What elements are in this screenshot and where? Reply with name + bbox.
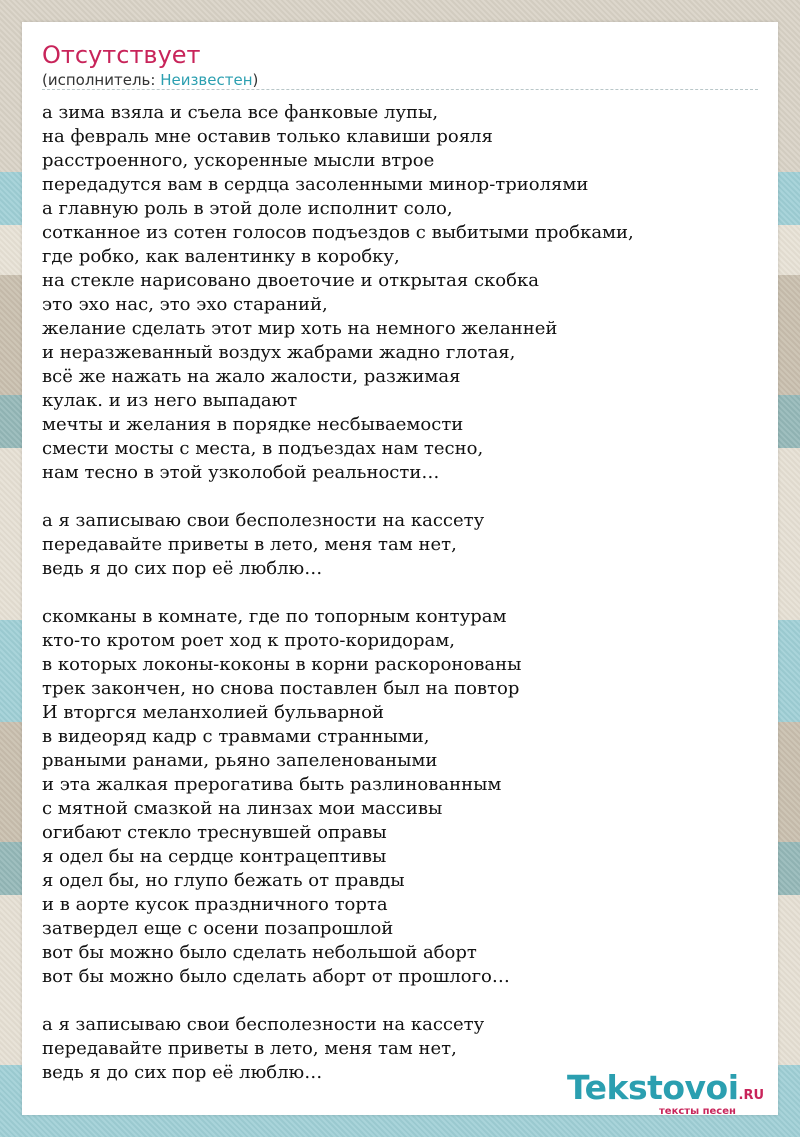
lyric-line: и в аорте кусок праздничного торта <box>42 894 388 915</box>
lyrics-card <box>22 22 778 1115</box>
lyric-line: передавайте приветы в лето, меня там нет, <box>42 534 457 555</box>
lyric-line: ведь я до сих пор её люблю… <box>42 558 323 579</box>
lyric-line: скомканы в комнате, где по топорным контурам <box>42 606 507 627</box>
lyric-line: с мятной смазкой на линзах мои массивы <box>42 798 443 819</box>
lyric-line: мечты и желания в порядке несбываемости <box>42 414 464 435</box>
lyric-line: желание сделать этот мир хоть на немного желанней <box>42 318 558 339</box>
logo-tagline: тексты песен <box>659 1106 736 1117</box>
lyric-line: нам тесно в этой узколобой реальности… <box>42 462 440 483</box>
lyric-line: на стекле нарисовано двоеточие и открытая скобка <box>42 270 539 291</box>
lyric-line: в которых локоны-коконы в корни раскоронованы <box>42 654 522 675</box>
artist-line <box>42 70 758 90</box>
song-title: Отсутствует <box>42 41 201 69</box>
lyric-line: я одел бы, но глупо бежать от правды <box>42 870 405 891</box>
lyric-line: и эта жалкая прерогатива быть разлинованным <box>42 774 502 795</box>
artist-link[interactable]: Неизвестен <box>160 71 253 89</box>
lyric-line: на февраль мне оставив только клавиши рояля <box>42 126 493 147</box>
lyric-line: всё же нажать на жало жалости, разжимая <box>42 366 461 387</box>
stanza-break <box>42 989 758 1013</box>
stanza-break <box>42 581 758 605</box>
lyric-line: передадутся вам в сердца засоленными минор-триолями <box>42 174 589 195</box>
lyric-line: огибают стекло треснувшей оправы <box>42 822 387 843</box>
site-logo[interactable] <box>567 1068 765 1117</box>
header-divider <box>42 89 758 90</box>
lyric-line: это эхо нас, это эхо стараний, <box>42 294 328 315</box>
lyric-line: и неразжеванный воздух жабрами жадно глотая, <box>42 342 516 363</box>
lyric-line: кто-то кротом роет ход к прото-коридорам, <box>42 630 455 651</box>
logo-tld: .RU <box>738 1088 765 1103</box>
song-header <box>42 40 758 90</box>
lyric-line: а я записываю свои бесполезности на кассету <box>42 510 485 531</box>
lyric-line: а главную роль в этой доле исполнит соло, <box>42 198 453 219</box>
lyrics-body <box>42 101 758 1085</box>
logo-name: Tekstovoi <box>567 1068 739 1107</box>
lyric-line: а зима взяла и съела все фанковые лупы, <box>42 102 439 123</box>
lyric-line: рваными ранами, рьяно запеленоваными <box>42 750 438 771</box>
lyric-line: смести мосты с места, в подъездах нам тесно, <box>42 438 484 459</box>
lyric-line: ведь я до сих пор её люблю… <box>42 1062 323 1083</box>
lyric-line: кулак. и из него выпадают <box>42 390 298 411</box>
artist-suffix: ) <box>252 71 259 89</box>
stanza-break <box>42 485 758 509</box>
lyric-line: я одел бы на сердце контрацептивы <box>42 846 387 867</box>
lyric-line: а я записываю свои бесполезности на кассету <box>42 1014 485 1035</box>
lyric-line: вот бы можно было сделать небольшой аборт <box>42 942 477 963</box>
artist-prefix: (исполнитель: <box>42 71 161 89</box>
lyric-line: вот бы можно было сделать аборт от прошлого… <box>42 966 510 987</box>
lyric-line: затвердел еще с осени позапрошлой <box>42 918 394 939</box>
lyric-line: И вторгся меланхолией бульварной <box>42 702 384 723</box>
lyric-line: трек закончен, но снова поставлен был на повтор <box>42 678 520 699</box>
lyric-line: в видеоряд кадр с травмами странными, <box>42 726 430 747</box>
lyric-line: где робко, как валентинку в коробку, <box>42 246 400 267</box>
lyric-line: передавайте приветы в лето, меня там нет, <box>42 1038 457 1059</box>
lyric-line: сотканное из сотен голосов подъездов с выбитыми пробками, <box>42 222 634 243</box>
lyric-line: расстроенного, ускоренные мысли втрое <box>42 150 435 171</box>
